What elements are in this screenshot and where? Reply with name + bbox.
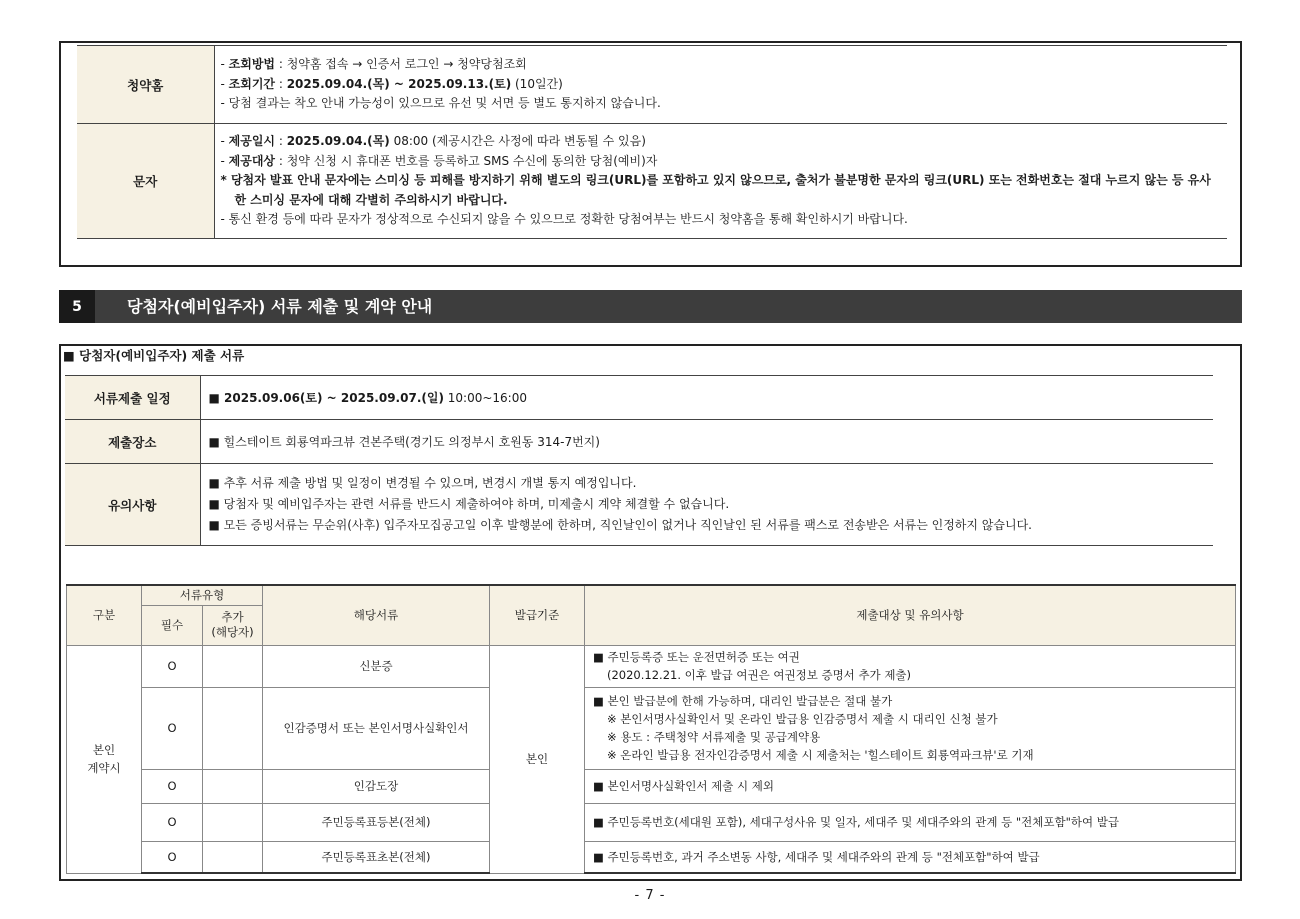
row-label-cheongyakhome: 청약홈	[77, 46, 214, 124]
category-cell: 본인 계약시	[67, 645, 142, 873]
table-row	[77, 46, 1227, 124]
section-title: 당첨자(예비입주자) 서류 제출 및 계약 안내	[127, 297, 433, 316]
required-mark: O	[142, 645, 203, 687]
notes-cell: ■ 주민등록번호, 과거 주소변동 사항, 세대주 및 세대주와의 관계 등 "전체포함"하여 발급	[585, 841, 1236, 873]
note-item: ■ 당첨자 및 예비입주자는 관련 서류를 반드시 제출하여야 하며, 미제출시 계약 체결할 수 없습니다.	[208, 497, 730, 511]
document-name: 인감증명서 또는 본인서명사실확인서	[263, 687, 490, 769]
row-content	[214, 46, 1227, 124]
schedule-value: ■ 2025.09.06(토) ~ 2025.09.07.(일) 10:00~16:00	[208, 391, 527, 405]
table-row	[65, 464, 1213, 546]
note-item: ■ 모든 증빙서류는 무순위(사후) 입주자모집공고일 이후 발행분에 한하며, 직인날인이 없거나 직인날인 된 서류를 팩스로 전송받은 서류는 인정하지 않습니다.	[208, 518, 1032, 532]
extra-mark	[203, 841, 263, 873]
table-row	[67, 841, 1236, 873]
header-doc-type: 서류유형	[142, 585, 263, 605]
text-line: - 제공대상 : 청약 신청 시 휴대폰 번호를 등록하고 SMS 수신에 동의한 당첨(예비)자	[220, 153, 658, 168]
place-label: 제출장소	[65, 420, 200, 464]
submission-info-table	[65, 375, 1213, 546]
documents-subtitle: ■ 당첨자(예비입주자) 제출 서류	[63, 348, 245, 363]
header-notes: 제출대상 및 유의사항	[585, 585, 1236, 645]
required-mark: O	[142, 769, 203, 803]
extra-mark	[203, 687, 263, 769]
text-line: - 조회방법 : 청약홈 접속 → 인증서 로그인 → 청약당첨조회	[220, 57, 527, 72]
notes-cell: ■ 본인서명사실확인서 제출 시 제외	[585, 769, 1236, 803]
announcement-box	[59, 41, 1242, 267]
table-row	[67, 687, 1236, 769]
page-number: - 7 -	[634, 888, 666, 903]
table-row	[65, 420, 1213, 464]
row-content	[214, 124, 1227, 239]
row-label-sms: 문자	[77, 124, 214, 239]
text-line: - 조회기간 : 2025.09.04.(목) ~ 2025.09.13.(토) (10일간)	[220, 76, 563, 91]
schedule-label: 서류제출 일정	[65, 376, 200, 420]
documents-box	[59, 344, 1242, 881]
document-name: 신분증	[263, 645, 490, 687]
table-row	[67, 803, 1236, 841]
required-mark: O	[142, 841, 203, 873]
required-mark: O	[142, 803, 203, 841]
note-item: ■ 추후 서류 제출 방법 및 일정이 변경될 수 있으며, 변경시 개별 통지 예정입니다.	[208, 476, 637, 490]
notes-cell: ■ 본인 발급분에 한해 가능하며, 대리인 발급분은 절대 불가 ※ 본인서명사실확인서 및 온라인 발급용 인감증명서 제출 시 대리인 신청 불가 ※ 용도 : 주택청약 서류제출 및 공급계약용 ※ 온라인 발급용 전자인감증명서 제출 시 제출처는 '힐스테이트 회룡역파크뷰'로 기재	[585, 687, 1236, 769]
header-extra: 추가 (해당자)	[203, 605, 263, 645]
header-issuer: 발급기준	[490, 585, 585, 645]
text-line: - 제공일시 : 2025.09.04.(목) 08:00 (제공시간은 사정에 따라 변동될 수 있음)	[220, 134, 646, 149]
header-required: 필수	[142, 605, 203, 645]
header-row	[67, 585, 1236, 605]
issuer-cell: 본인	[490, 645, 585, 873]
document-name: 주민등록표등본(전체)	[263, 803, 490, 841]
notes-label: 유의사항	[65, 464, 200, 546]
section-header	[59, 290, 1242, 323]
text-line: - 통신 환경 등에 따라 문자가 정상적으로 수신되지 않을 수 있으므로 정확한 당첨여부는 반드시 청약홈을 통해 확인하시기 바랍니다.	[220, 212, 908, 227]
extra-mark	[203, 769, 263, 803]
announcement-table	[77, 45, 1227, 239]
required-documents-table	[66, 584, 1236, 874]
required-mark: O	[142, 687, 203, 769]
table-row	[67, 645, 1236, 687]
notes-cell: ■ 주민등록증 또는 운전면허증 또는 여권 (2020.12.21. 이후 발급 여권은 여권정보 증명서 추가 제출)	[585, 645, 1236, 687]
extra-mark	[203, 645, 263, 687]
table-row	[65, 376, 1213, 420]
place-value: ■ 힐스테이트 회룡역파크뷰 견본주택(경기도 의정부시 호원동 314-7번지)	[208, 435, 600, 449]
table-row	[67, 769, 1236, 803]
header-category: 구분	[67, 585, 142, 645]
text-line: - 당첨 결과는 착오 안내 가능성이 있으므로 유선 및 서면 등 별도 통지하지 않습니다.	[220, 96, 661, 111]
document-name: 인감도장	[263, 769, 490, 803]
document-name: 주민등록표초본(전체)	[263, 841, 490, 873]
header-document: 해당서류	[263, 585, 490, 645]
section-number: 5	[59, 290, 95, 323]
extra-mark	[203, 803, 263, 841]
notes-cell: ■ 주민등록번호(세대원 포함), 세대구성사유 및 일자, 세대주 및 세대주와의 관계 등 "전체포함"하여 발급	[585, 803, 1236, 841]
notes-value	[200, 464, 1213, 546]
table-row	[77, 124, 1227, 239]
smishing-warning: * 당첨자 발표 안내 문자에는 스미싱 등 피해를 방지하기 위해 별도의 링크(URL)를 포함하고 있지 않으므로, 출처가 불분명한 문자의 링크(URL) 또는 전화번호는 절대 누르지 않는 등 유사한 스미싱 문자에 대해 각별히 주의하시기 바랍니다.	[220, 173, 1211, 207]
